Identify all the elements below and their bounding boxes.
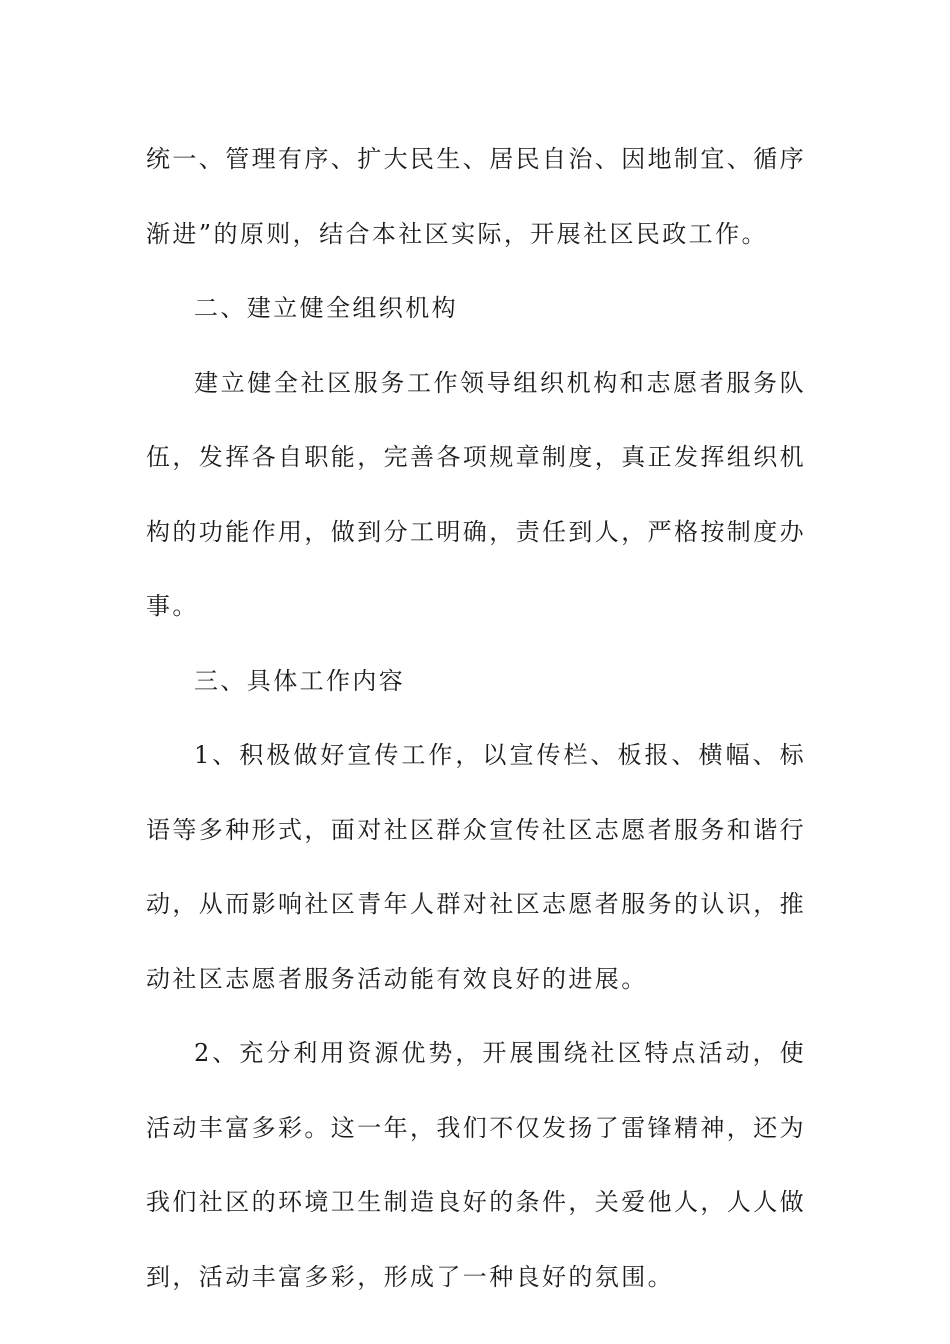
- section-heading-work-content: 三、具体工作内容: [194, 666, 406, 695]
- document-body: [146, 122, 806, 1314]
- paragraph-organization: 建立健全社区服务工作领导组织机构和志愿者服务队伍，发挥各自职能，完善各项规章制度，真正发挥组织机构的功能作用，做到分工明确，责任到人，严格按制度办事。: [146, 368, 806, 620]
- paragraph-item-1-publicity: 1、积极做好宣传工作，以宣传栏、板报、横幅、标语等多种形式，面对社区群众宣传社区志愿者服务和谐行动，从而影响社区青年人群对社区志愿者服务的认识，推动社区志愿者服务活动能有效良好的进展。: [146, 741, 806, 993]
- paragraph-item-2-activities: 2、充分利用资源优势，开展围绕社区特点活动，使活动丰富多彩。这一年，我们不仅发扬了雷锋精神，还为我们社区的环境卫生制造良好的条件，关爱他人，人人做到，活动丰富多彩，形成了一种良好的氛围。: [146, 1039, 806, 1291]
- section-heading-organization: 二、建立健全组织机构: [194, 294, 458, 322]
- paragraph-continued-principles: 统一、管理有序、扩大民生、居民自治、因地制宜、循序渐进”的原则，结合本社区实际，开展社区民政工作。: [146, 145, 806, 248]
